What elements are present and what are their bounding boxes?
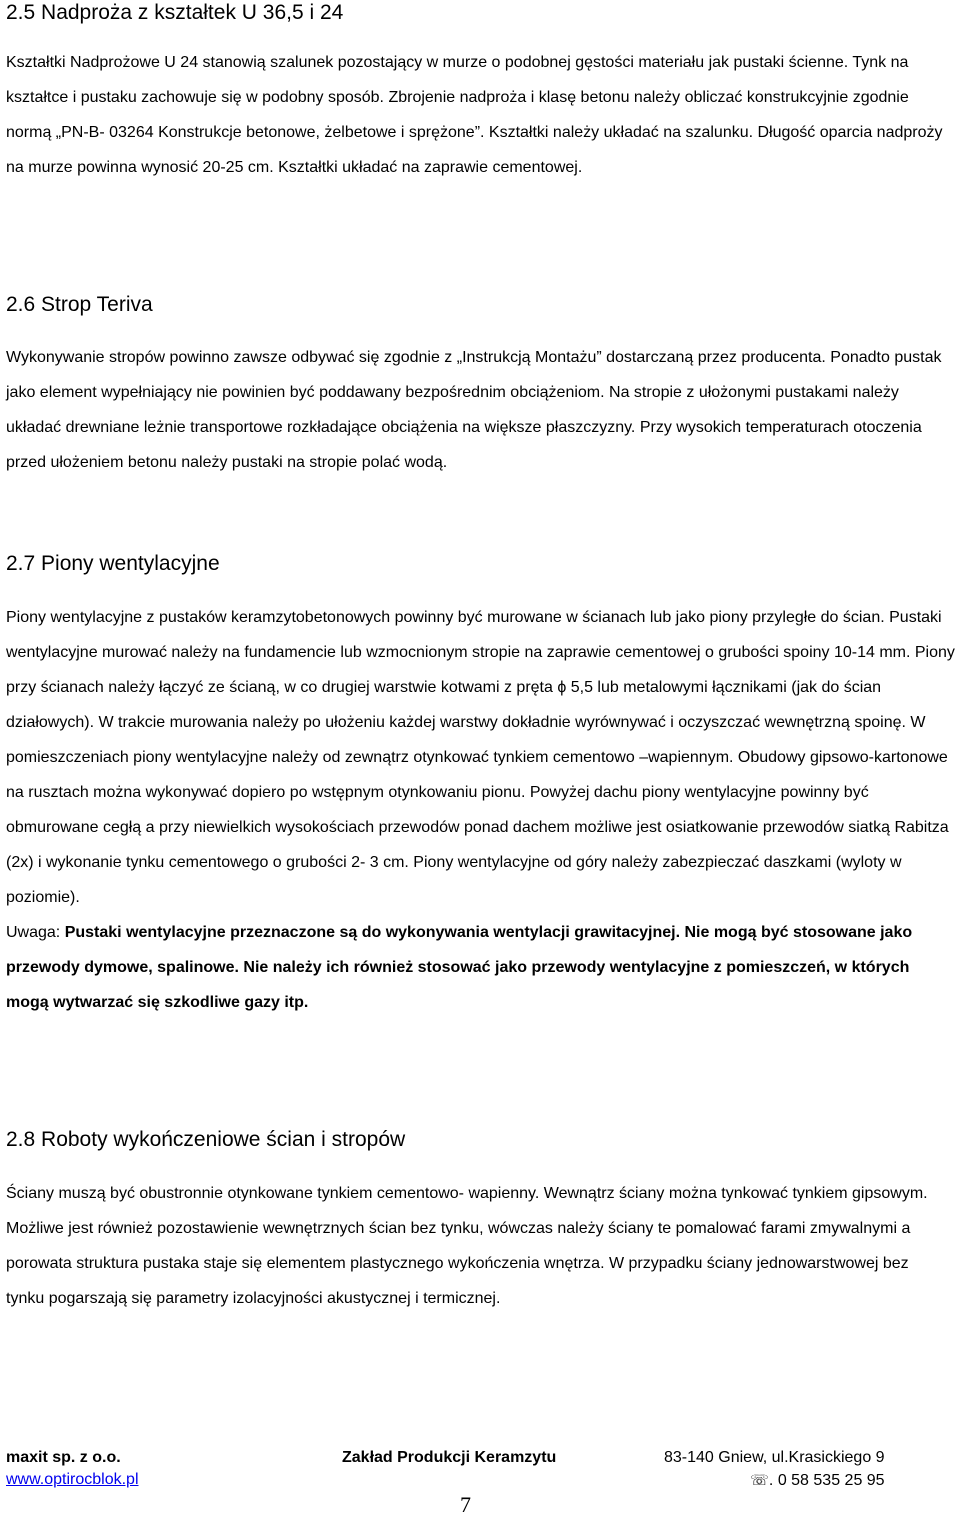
footer-right	[664, 1447, 885, 1492]
warning-note	[6, 915, 956, 1020]
page-number: 7	[460, 1492, 471, 1517]
section-text-2-6: Wykonywanie stropów powinno zawsze odbywać się zgodnie z „Instrukcją Montażu” dostarczaną przez producenta. Ponadto pustak jako element wypełniający nie powinien być poddawany bezpośrednim obciążeniom. Na stropie z ułożonymi pustakami należy układać drewniane leżnie transportowe rozkładające obciążenia na większe płaszczyzny. Przy wysokich temperaturach otoczenia przed ułożeniem betonu należy pustaki na stropie polać wodą.	[6, 349, 942, 471]
telephone-icon: ☏	[750, 1471, 769, 1489]
warning-note-text: Pustaki wentylacyjne przeznaczone są do wykonywania wentylacji grawitacyjnej. Nie mogą być stosowane jako przewody dymowe, spalinowe. Nie należy ich również stosować jako przewody wentylacyjne z pomieszczeń, w których mogą wytwarzać się szkodliwe gazy itp.	[6, 924, 913, 1011]
section-heading-2-8: 2.8 Roboty wykończeniowe ścian i stropów	[6, 1128, 406, 1151]
footer-website-link[interactable]: www.optirocblok.pl	[6, 1471, 139, 1488]
section-heading-2-5: 2.5 Nadproża z kształtek U 36,5 i 24	[6, 1, 344, 24]
footer-division: Zakład Produkcji Keramzytu	[342, 1449, 557, 1466]
footer-left	[6, 1447, 139, 1491]
section-heading-2-6: 2.6 Strop Teriva	[6, 293, 153, 316]
footer-address: 83-140 Gniew, ul.Krasickiego 9	[664, 1449, 885, 1466]
section-text-2-5: Kształtki Nadprożowe U 24 stanowią szalunek pozostający w murze o podobnej gęstości materiału jak pustaki ścienne. Tynk na kształtce i pustaku zachowuje się w podobny sposób. Zbrojenie nadproża i klasę betonu należy obliczać konstrukcyjnie zgodnie normą „PN-B- 03264 Konstrukcje betonowe, żelbetowe i sprężone”. Kształtki należy układać na szalunku. Długość oparcia nadproży na murze powinna wynosić 20-25 cm. Kształtki układać na zaprawie cementowej.	[6, 54, 943, 176]
section-body-2-7	[6, 600, 956, 1020]
section-heading-2-7: 2.7 Piony wentylacyjne	[6, 552, 220, 575]
footer-company: maxit sp. z o.o.	[6, 1449, 121, 1466]
warning-note-label: Uwaga:	[6, 924, 65, 941]
footer-phone-line	[664, 1469, 885, 1492]
section-text-2-7: Piony wentylacyjne z pustaków keramzytobetonowych powinny być murowane w ścianach lub jako piony przyległe do ścian. Pustaki wentylacyjne murować należy na fundamencie lub wzmocnionym stropie na zaprawie cementowej o grubości spoiny 10-14 mm. Piony przy ścianach należy łączyć ze ścianą, w co drugiej warstwie kotwami z pręta ϕ 5,5 lub metalowymi łącznikami (jak do ścian działowych). W trakcie murowania należy po ułożeniu każdej warstwy dokładnie wyrównywać i oczyszczać wewnętrzną spoinę. W pomieszczeniach piony wentylacyjne należy od zewnątrz otynkować tynkiem cementowo –wapiennym. Obudowy gipsowo-kartonowe na rusztach można wykonywać dopiero po wstępnym otynkowaniu pionu. Powyżej dachu piony wentylacyjne powinny być obmurowane cegłą a przy niewielkich wysokościach przewodów ponad dachem możliwe jest osiatkowanie przewodów siatką Rabitza (2x) i wykonanie tynku cementowego o grubości 2- 3 cm. Piony wentylacyjne od góry należy zabezpieczać daszkami (wyloty w poziomie).	[6, 609, 955, 906]
section-text-2-8: Ściany muszą być obustronnie otynkowane tynkiem cementowo- wapienny. Wewnątrz ściany można tynkować tynkiem gipsowym. Możliwe jest również pozostawienie wewnętrznych ścian bez tynku, wówczas należy ściany te pomalować farami zmywalnymi a porowata struktura pustaka staje się elementem plastycznego wykończenia wnętrza. W przypadku ściany jednowarstwowej bez tynku pogarszają się parametry izolacyjności akustycznej i termicznej.	[6, 1185, 928, 1307]
footer-phone: . 0 58 535 25 95	[768, 1472, 885, 1489]
